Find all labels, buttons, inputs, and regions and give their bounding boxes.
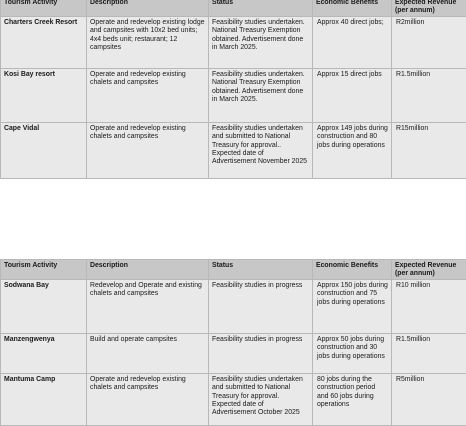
header-row	[1, 0, 466, 16]
header-description: Description	[87, 260, 209, 280]
status-cell: Feasibility studies undertaken and submitted to National Treasury for approval. Expected date of Advertisement October 2025	[209, 373, 313, 425]
table-row	[1, 373, 466, 425]
header-tourism-activity: Tourism Activity	[1, 260, 87, 280]
description-cell: Redevelop and Operate and existing chalets and campsites	[87, 279, 209, 333]
header-economic-benefits: Economic Benefits	[313, 260, 392, 280]
header-row	[1, 260, 466, 280]
header-status: Status	[209, 0, 313, 16]
header-status: Status	[209, 260, 313, 280]
header-expected-revenue: Expected Revenue (per annum)	[392, 260, 466, 280]
activity-cell: Cape Vidal	[1, 122, 87, 178]
revenue-cell: R10 million	[392, 279, 466, 333]
activity-cell: Mantuma Camp	[1, 373, 87, 425]
table-row	[1, 122, 466, 178]
description-cell: Operate and redevelop existing chalets and campsites	[87, 122, 209, 178]
tourism-table-1	[0, 0, 466, 179]
header-tourism-activity: Tourism Activity	[1, 0, 87, 16]
benefits-cell: Approx 40 direct jobs;	[313, 16, 392, 68]
header-expected-revenue: Expected Revenue (per annum)	[392, 0, 466, 16]
description-cell: Build and operate campsites	[87, 333, 209, 373]
activity-cell: Sodwana Bay	[1, 279, 87, 333]
revenue-cell: R1.5million	[392, 333, 466, 373]
benefits-cell: 80 jobs during the construction period and 60 jobs during operations	[313, 373, 392, 425]
benefits-cell: Approx 149 jobs during construction and 80 jobs during operations	[313, 122, 392, 178]
header-economic-benefits: Economic Benefits	[313, 0, 392, 16]
activity-cell: Manzengwenya	[1, 333, 87, 373]
status-cell: Feasibility studies in progress	[209, 279, 313, 333]
description-cell: Operate and redevelop existing chalets and campsites	[87, 373, 209, 425]
benefits-cell: Approx 150 jobs during construction and 75 jobs during operations	[313, 279, 392, 333]
activity-cell: Kosi Bay resort	[1, 68, 87, 122]
activity-cell: Charters Creek Resort	[1, 16, 87, 68]
revenue-cell: R1.5million	[392, 68, 466, 122]
benefits-cell: Approx 50 jobs during construction and 30 jobs during operations	[313, 333, 392, 373]
table-row	[1, 68, 466, 122]
table-row	[1, 333, 466, 373]
benefits-cell: Approx 15 direct jobs	[313, 68, 392, 122]
description-cell: Operate and redevelop existing lodge and campsites with 10x2 bed units; 4x4 beds unit; restaurant; 12 campsites	[87, 16, 209, 68]
header-description: Description	[87, 0, 209, 16]
revenue-cell: R2million	[392, 16, 466, 68]
revenue-cell: R5million	[392, 373, 466, 425]
tourism-table-2	[0, 259, 466, 426]
revenue-cell: R15million	[392, 122, 466, 178]
description-cell: Operate and redevelop existing chalets and campsites	[87, 68, 209, 122]
table-row	[1, 279, 466, 333]
status-cell: Feasibility studies undertaken. National Treasury Exemption obtained. Advertisement done in March 2025.	[209, 68, 313, 122]
status-cell: Feasibility studies in progress	[209, 333, 313, 373]
table-row	[1, 16, 466, 68]
status-cell: Feasibility studies undertaken and submitted to National Treasury for approval.. Expected date of Advertisement November 2025	[209, 122, 313, 178]
status-cell: Feasibility studies undertaken. National Treasury Exemption obtained. Advertisement done in March 2025.	[209, 16, 313, 68]
